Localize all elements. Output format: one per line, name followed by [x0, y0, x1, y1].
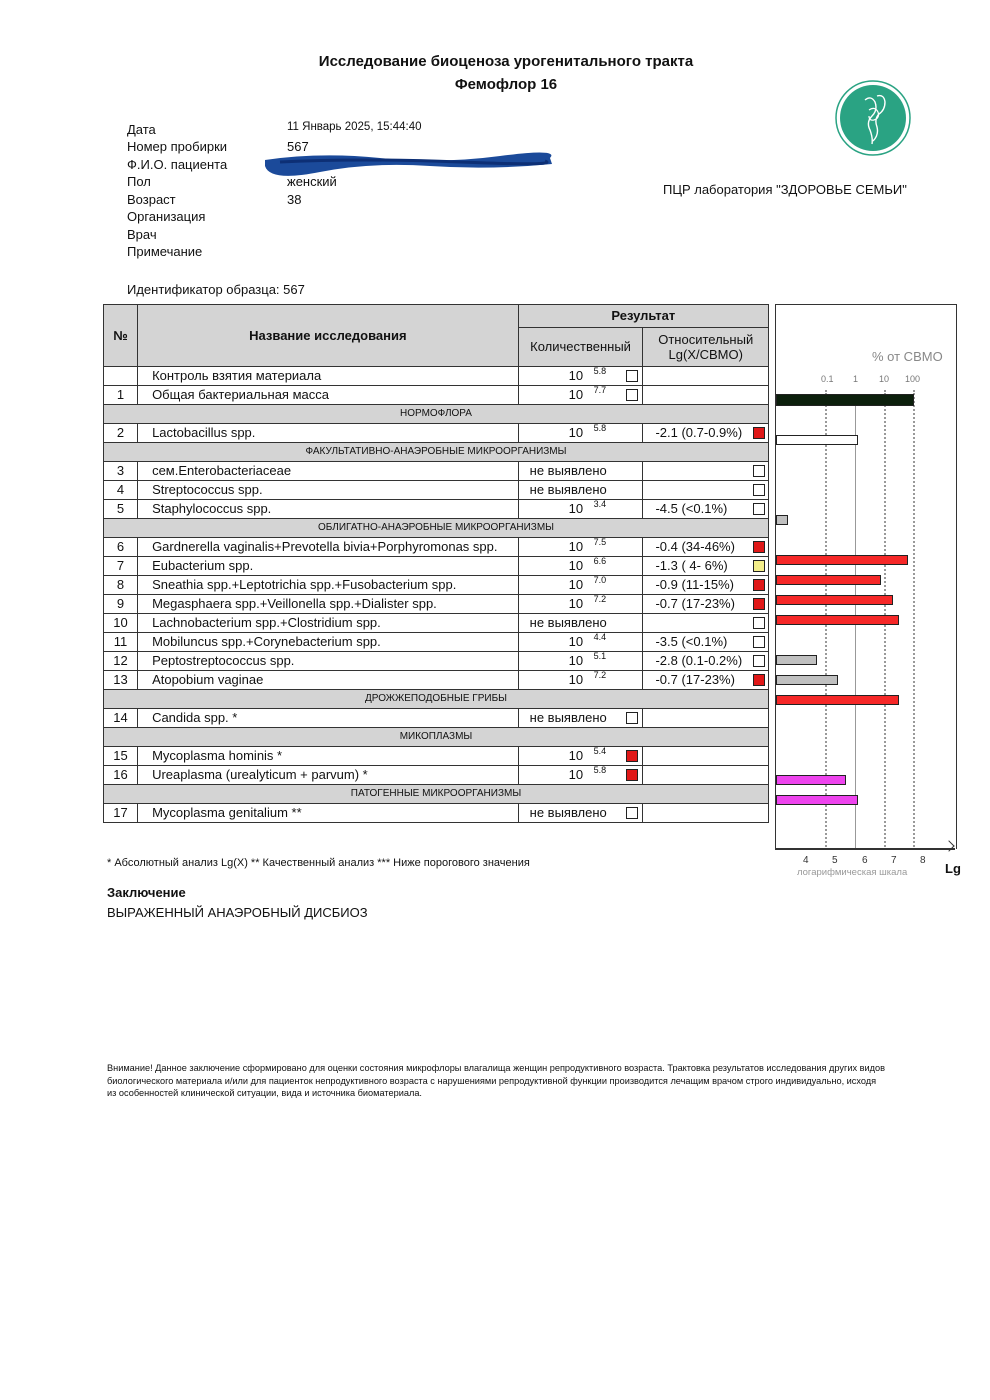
meta-label-note: Примечание — [127, 244, 203, 259]
status-box-empty-icon — [753, 655, 765, 667]
relative-cell — [643, 709, 769, 728]
section-title: ПАТОГЕННЫЕ МИКРООРГАНИЗМЫ — [104, 785, 769, 804]
relative-cell — [643, 671, 769, 690]
row-number: 3 — [104, 462, 138, 481]
section-title: МИКОПЛАЗМЫ — [104, 728, 769, 747]
test-name: Mobiluncus spp.+Corynebacterium spp. — [138, 633, 519, 652]
section-row — [104, 405, 769, 424]
relative-cell — [643, 538, 769, 557]
pct-tick-100: 100 — [905, 374, 921, 384]
disclaimer-text: Внимание! Данное заключение сформировано для оценки состояния микрофлоры влагалища женщин репродуктивного возраста. Трактовка результатов исследования других видов биологического материала и/или для пациенток непродуктивного возраста с нарушениями репродуктивной функции производится лечащим врачом строго индивидуально, исходя из особенностей клинической ситуации, вида и источника биоматериала. — [107, 1063, 886, 1098]
section-title: ДРОЖЖЕПОДОБНЫЕ ГРИБЫ — [104, 690, 769, 709]
quantity-exponent: 5.8 — [593, 765, 607, 775]
section-title: НОРМОФЛОРА — [104, 405, 769, 424]
row-number: 12 — [104, 652, 138, 671]
test-name: Ureaplasma (urealyticum + parvum) * — [138, 766, 519, 785]
relative-cell — [643, 367, 769, 386]
table-row — [104, 766, 769, 785]
table-header-row-1 — [104, 305, 769, 328]
row-number: 8 — [104, 576, 138, 595]
quantity-base: 10 — [568, 767, 584, 782]
table-row — [104, 500, 769, 519]
status-box-red-icon — [753, 674, 765, 686]
pct-tick-10: 10 — [879, 374, 890, 384]
quantitative-cell — [518, 576, 643, 595]
quantity-base: 10 — [568, 653, 584, 668]
report-subtitle: Фемофлор 16 — [454, 76, 558, 93]
relative-cell — [643, 481, 769, 500]
chart-bar — [776, 795, 858, 805]
quantitative-cell — [518, 481, 643, 500]
relative-value: -0.7 (17-23%) — [655, 596, 735, 611]
meta-value-tube: 567 — [287, 139, 309, 154]
table-row — [104, 367, 769, 386]
relative-value: -2.8 (0.1-0.2%) — [655, 653, 743, 668]
meta-label-patient-name: Ф.И.О. пациента — [127, 157, 228, 172]
test-name: Контроль взятия материала — [138, 367, 519, 386]
table-row — [104, 424, 769, 443]
table-row — [104, 652, 769, 671]
footnote: * Абсолютный анализ Lg(X) ** Качественный анализ *** Ниже порогового значения — [107, 857, 530, 869]
quantity-exponent: 5.8 — [593, 366, 607, 376]
col-header-relative-line2: Lg(X/СВМО) — [668, 347, 743, 362]
lg-tick-7: 7 — [891, 855, 897, 866]
status-box-icon — [626, 712, 638, 724]
chart-bar — [776, 615, 899, 625]
section-title: ОБЛИГАТНО-АНАЭРОБНЫЕ МИКРООРГАНИЗМЫ — [104, 519, 769, 538]
chart-bar — [776, 394, 914, 406]
test-name: Staphylococcus spp. — [138, 500, 519, 519]
row-number — [104, 367, 138, 386]
status-box-icon — [626, 807, 638, 819]
relative-cell — [643, 614, 769, 633]
lab-name: ПЦР лаборатория "ЗДОРОВЬЕ СЕМЬИ" — [663, 182, 907, 197]
quantitative-cell — [518, 595, 643, 614]
relative-cell — [643, 804, 769, 823]
status-box-empty-icon — [753, 503, 765, 515]
lab-logo-icon — [835, 80, 911, 156]
table-row — [104, 633, 769, 652]
quantity-exponent: 7.7 — [593, 385, 607, 395]
quantity-base: 10 — [568, 539, 584, 554]
section-row — [104, 443, 769, 462]
test-name: Общая бактериальная масса — [138, 386, 519, 405]
x-axis — [775, 848, 955, 850]
quantity-base: 10 — [568, 387, 584, 402]
not-detected-text: не выявлено — [529, 805, 607, 820]
chart-bar — [776, 695, 899, 705]
chart-bar — [776, 575, 881, 585]
meta-label-doctor: Врач — [127, 227, 157, 242]
status-box-red-icon — [626, 769, 638, 781]
row-number: 9 — [104, 595, 138, 614]
test-name: Peptostreptococcus spp. — [138, 652, 519, 671]
redacted-name-scribble — [260, 150, 555, 176]
not-detected-text: не выявлено — [529, 463, 607, 478]
table-row — [104, 386, 769, 405]
quantitative-cell — [518, 709, 643, 728]
chart-bar — [776, 435, 858, 445]
section-row — [104, 519, 769, 538]
test-name: Lachnobacterium spp.+Clostridium spp. — [138, 614, 519, 633]
table-row — [104, 481, 769, 500]
status-box-red-icon — [753, 427, 765, 439]
quantity-exponent: 5.8 — [593, 423, 607, 433]
meta-label-date: Дата — [127, 122, 156, 137]
meta-label-age: Возраст — [127, 192, 176, 207]
conclusion-text: ВЫРАЖЕННЫЙ АНАЭРОБНЫЙ ДИСБИОЗ — [107, 905, 368, 920]
status-box-red-icon — [753, 598, 765, 610]
quantitative-cell — [518, 462, 643, 481]
relative-value: -2.1 (0.7-0.9%) — [655, 425, 743, 440]
relative-cell — [643, 424, 769, 443]
quantity-exponent: 6.6 — [593, 556, 607, 566]
table-row — [104, 595, 769, 614]
status-box-icon — [626, 389, 638, 401]
not-detected-text: не выявлено — [529, 482, 607, 497]
relative-cell — [643, 633, 769, 652]
relative-cell — [643, 595, 769, 614]
gridline-100 — [913, 390, 915, 847]
quantity-exponent: 5.4 — [593, 746, 607, 756]
quantity-base: 10 — [568, 368, 584, 383]
row-number: 13 — [104, 671, 138, 690]
quantity-base: 10 — [568, 596, 584, 611]
table-row — [104, 709, 769, 728]
quantity-base: 10 — [568, 558, 584, 573]
pct-tick-0.1: 0.1 — [821, 374, 834, 384]
section-row — [104, 785, 769, 804]
test-name: Atopobium vaginae — [138, 671, 519, 690]
quantitative-cell — [518, 614, 643, 633]
status-box-red-icon — [753, 579, 765, 591]
row-number: 7 — [104, 557, 138, 576]
sample-id: Идентификатор образца: 567 — [127, 282, 305, 297]
row-number: 2 — [104, 424, 138, 443]
meta-value-sex: женский — [287, 174, 337, 189]
table-row — [104, 538, 769, 557]
chart-bar — [776, 595, 893, 605]
meta-label-sex: Пол — [127, 174, 151, 189]
quantity-base: 10 — [568, 501, 584, 516]
table-row — [104, 614, 769, 633]
quantitative-cell — [518, 804, 643, 823]
relative-value: -4.5 (<0.1%) — [655, 501, 728, 516]
quantitative-cell — [518, 367, 643, 386]
lg-tick-4: 4 — [803, 855, 809, 866]
col-header-name: Название исследования — [138, 305, 519, 367]
quantity-exponent: 7.2 — [593, 594, 607, 604]
test-name: Sneathia spp.+Leptotrichia spp.+Fusobacterium spp. — [138, 576, 519, 595]
status-box-icon — [626, 370, 638, 382]
chart-bar — [776, 675, 838, 685]
relative-cell — [643, 462, 769, 481]
not-detected-text: не выявлено — [529, 615, 607, 630]
row-number: 5 — [104, 500, 138, 519]
quantitative-cell — [518, 386, 643, 405]
relative-cell — [643, 500, 769, 519]
relative-cell — [643, 576, 769, 595]
relative-cell — [643, 557, 769, 576]
status-box-empty-icon — [753, 617, 765, 629]
relative-value: -3.5 (<0.1%) — [655, 634, 728, 649]
table-row — [104, 804, 769, 823]
test-name: Streptococcus spp. — [138, 481, 519, 500]
chart-bar — [776, 515, 788, 525]
relative-value: -0.7 (17-23%) — [655, 672, 735, 687]
scale-label: логарифмическая шкала — [797, 867, 908, 878]
status-box-empty-icon — [753, 484, 765, 496]
row-number: 6 — [104, 538, 138, 557]
table-row — [104, 671, 769, 690]
quantity-base: 10 — [568, 425, 584, 440]
table-row — [104, 462, 769, 481]
section-row — [104, 728, 769, 747]
lg-tick-6: 6 — [862, 855, 868, 866]
gridline-1 — [855, 405, 856, 848]
quantitative-cell — [518, 557, 643, 576]
status-box-red-icon — [753, 541, 765, 553]
section-row — [104, 690, 769, 709]
status-box-red-icon — [626, 750, 638, 762]
meta-value-age: 38 — [287, 192, 302, 207]
test-name: Lactobacillus spp. — [138, 424, 519, 443]
table-row — [104, 747, 769, 766]
lg-tick-8: 8 — [920, 855, 926, 866]
quantity-base: 10 — [568, 672, 584, 687]
quantity-exponent: 4.4 — [593, 632, 607, 642]
status-box-empty-icon — [753, 636, 765, 648]
chart-bar — [776, 775, 846, 785]
quantity-exponent: 7.0 — [593, 575, 607, 585]
meta-label-tube: Номер пробирки — [127, 139, 228, 154]
quantity-base: 10 — [568, 577, 584, 592]
quantitative-cell — [518, 671, 643, 690]
col-header-no: № — [104, 305, 138, 367]
col-header-quantitative: Количественный — [518, 328, 643, 367]
row-number: 17 — [104, 804, 138, 823]
col-header-result: Результат — [518, 305, 768, 328]
table-row — [104, 557, 769, 576]
quantity-base: 10 — [568, 634, 584, 649]
quantitative-cell — [518, 538, 643, 557]
relative-value: -1.3 ( 4- 6%) — [655, 558, 728, 573]
col-header-relative — [643, 328, 769, 367]
x-axis-label: Lg — [945, 861, 961, 876]
row-number: 14 — [104, 709, 138, 728]
test-name: Gardnerella vaginalis+Prevotella bivia+Porphyromonas spp. — [138, 538, 519, 557]
quantity-exponent: 5.1 — [593, 651, 607, 661]
row-number: 4 — [104, 481, 138, 500]
test-name: Eubacterium spp. — [138, 557, 519, 576]
quantitative-cell — [518, 424, 643, 443]
relative-cell — [643, 386, 769, 405]
chart-bar — [776, 555, 908, 565]
row-number: 15 — [104, 747, 138, 766]
quantitative-cell — [518, 633, 643, 652]
chart-title: % от СВМО — [872, 349, 943, 364]
relative-cell — [643, 747, 769, 766]
quantitative-cell — [518, 500, 643, 519]
col-header-relative-line1: Относительный — [658, 332, 754, 347]
report-title: Исследование биоценоза урогенитального тракта — [318, 53, 694, 70]
status-box-yellow-icon — [753, 560, 765, 572]
test-name: Mycoplasma genitalium ** — [138, 804, 519, 823]
quantitative-cell — [518, 747, 643, 766]
relative-value: -0.9 (11-15%) — [655, 577, 734, 592]
row-number: 11 — [104, 633, 138, 652]
quantity-base: 10 — [568, 748, 584, 763]
test-name: Megasphaera spp.+Veillonella spp.+Dialister spp. — [138, 595, 519, 614]
lg-tick-5: 5 — [832, 855, 838, 866]
test-name: Mycoplasma hominis * — [138, 747, 519, 766]
quantitative-cell — [518, 766, 643, 785]
row-number: 16 — [104, 766, 138, 785]
relative-value: -0.4 (34-46%) — [655, 539, 735, 554]
chart-bar — [776, 655, 817, 665]
relative-cell — [643, 766, 769, 785]
test-name: Candida spp. * — [138, 709, 519, 728]
results-table — [103, 304, 769, 823]
quantity-exponent: 7.5 — [593, 537, 607, 547]
status-box-empty-icon — [753, 465, 765, 477]
meta-value-date: 11 Январь 2025, 15:44:40 — [287, 121, 422, 133]
meta-label-organization: Организация — [127, 209, 206, 224]
row-number: 1 — [104, 386, 138, 405]
conclusion-title: Заключение — [107, 885, 186, 900]
test-name: сем.Enterobacteriaceae — [138, 462, 519, 481]
row-number: 10 — [104, 614, 138, 633]
quantitative-cell — [518, 652, 643, 671]
section-title: ФАКУЛЬТАТИВНО-АНАЭРОБНЫЕ МИКРООРГАНИЗМЫ — [104, 443, 769, 462]
quantity-exponent: 7.2 — [593, 670, 607, 680]
quantity-exponent: 3.4 — [593, 499, 607, 509]
relative-cell — [643, 652, 769, 671]
not-detected-text: не выявлено — [529, 710, 607, 725]
table-row — [104, 576, 769, 595]
pct-tick-1: 1 — [853, 374, 859, 384]
